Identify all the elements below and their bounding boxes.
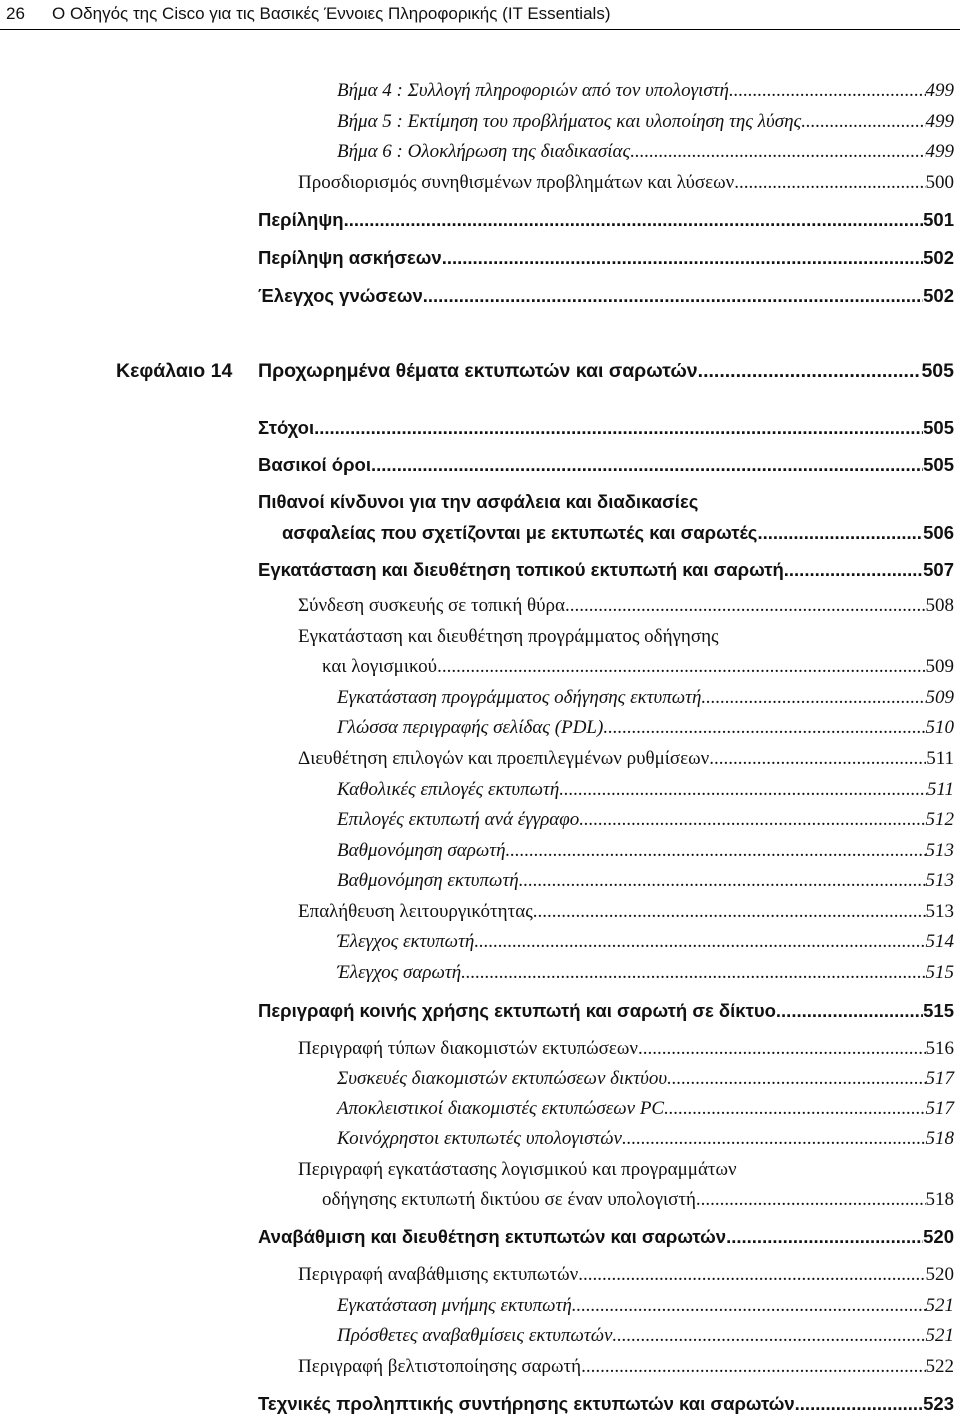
toc-leader — [314, 417, 923, 439]
toc-entry-page: 513 — [925, 840, 954, 861]
toc-leader — [638, 1038, 926, 1060]
toc-entry-page: 518 — [925, 1189, 954, 1210]
toc-entry[interactable] — [337, 717, 954, 739]
toc-entry-title: Πρόσθετες αναβαθμίσεις εκτυπωτών — [337, 1325, 613, 1346]
toc-entry[interactable] — [298, 748, 954, 770]
toc-entry[interactable] — [337, 1068, 954, 1090]
toc-entry[interactable] — [258, 1000, 954, 1022]
toc-entry[interactable] — [337, 1325, 954, 1347]
toc-leader — [474, 931, 925, 953]
toc-entry-title: Βασικοί όροι — [258, 454, 371, 475]
toc-entry-title: Βαθμονόμηση σαρωτή — [337, 840, 506, 861]
toc-leader — [578, 1264, 925, 1286]
toc-entry-title: Περίληψη ασκήσεων — [258, 247, 442, 268]
toc-entry[interactable] — [337, 1128, 954, 1150]
toc-leader — [757, 522, 923, 544]
toc-leader — [423, 285, 923, 307]
toc-entry[interactable] — [258, 559, 954, 581]
toc-leader — [519, 870, 926, 892]
toc-entry-page: 499 — [925, 111, 954, 132]
toc-entry-page: 502 — [923, 247, 954, 268]
toc-entry[interactable] — [322, 1189, 954, 1211]
toc-leader — [784, 559, 923, 581]
toc-leader — [565, 595, 926, 617]
toc-entry-page: 521 — [925, 1295, 954, 1316]
toc-entry-title: Εγκατάσταση προγράμματος οδήγησης εκτυπωτή — [337, 687, 702, 708]
toc-entry-title: Βήμα 4 : Συλλογή πληροφοριών από τον υπολογιστή — [337, 80, 729, 101]
toc-leader — [734, 172, 925, 194]
toc-entry-title: Επαλήθευση λειτουργικότητας — [298, 901, 533, 922]
toc-entry-page: 521 — [925, 1325, 954, 1346]
toc-entry[interactable] — [337, 687, 954, 709]
toc-entry-title: Αναβάθμιση και διευθέτηση εκτυπωτών και σαρωτών — [258, 1226, 727, 1247]
toc-entry-title-line1: Περιγραφή εγκατάστασης λογισμικού και προγραμμάτων — [298, 1159, 737, 1180]
toc-entry-page: 508 — [925, 595, 954, 616]
toc-entry-title-line2: οδήγησης εκτυπωτή δικτύου σε έναν υπολογιστή — [322, 1189, 696, 1210]
toc-entry-page: 509 — [925, 687, 954, 708]
toc-entry[interactable] — [337, 840, 954, 862]
toc-entry-page: 523 — [923, 1393, 954, 1414]
toc-entry-title: Βήμα 6 : Ολοκλήρωση της διαδικασίας — [337, 141, 631, 162]
toc-entry-page: 501 — [923, 209, 954, 230]
toc-entry-page: 522 — [925, 1356, 954, 1377]
toc-leader — [371, 454, 923, 476]
toc-entry-page: 505 — [923, 417, 954, 438]
toc-leader — [667, 1068, 925, 1090]
toc-entry[interactable] — [258, 247, 954, 269]
toc-entry-title-line2: και λογισμικού — [322, 656, 438, 677]
toc-entry-title: Στόχοι — [258, 417, 315, 438]
toc-entry-page: 502 — [923, 285, 954, 306]
toc-leader — [533, 901, 926, 923]
toc-entry[interactable] — [258, 454, 954, 476]
toc-entry-page: 507 — [923, 559, 954, 580]
toc-entry-title: Περιγραφή βελτιστοποίησης σαρωτή — [298, 1356, 582, 1377]
toc-entry-title: Βαθμονόμηση εκτυπωτή — [337, 870, 519, 891]
toc-entry-page: 505 — [923, 454, 954, 475]
header-rule — [0, 29, 960, 30]
toc-entry-title: Έλεγχος εκτυπωτή — [337, 931, 475, 952]
toc-entry-page: 500 — [925, 172, 954, 193]
toc-entry-title-line1: Πιθανοί κίνδυνοι για την ασφάλεια και διαδικασίες — [258, 491, 699, 512]
toc-entry-title: Επιλογές εκτυπωτή ανά έγγραφο — [337, 809, 580, 830]
toc-leader — [579, 809, 925, 831]
toc-entry-page: 517 — [925, 1068, 954, 1089]
toc-entry[interactable] — [258, 1226, 954, 1248]
toc-entry-page: 515 — [925, 962, 954, 983]
toc-entry-page: 515 — [923, 1000, 954, 1021]
toc-entry[interactable] — [337, 870, 954, 892]
toc-entry-page: 516 — [925, 1038, 954, 1059]
toc-leader — [437, 656, 925, 678]
toc-entry[interactable] — [337, 80, 954, 102]
toc-entry-title: Διευθέτηση επιλογών και προεπιλεγμένων ρυθμίσεων — [298, 748, 710, 769]
toc-entry[interactable] — [298, 901, 954, 923]
toc-entry-title-line2: ασφαλείας που σχετίζονται με εκτυπωτές και σαρωτές — [282, 522, 758, 543]
toc-entry[interactable] — [298, 1038, 954, 1060]
chapter-page: 505 — [921, 360, 954, 382]
chapter-title: Προχωρημένα θέματα εκτυπωτών και σαρωτών — [258, 360, 698, 382]
toc-entry-page: 513 — [925, 901, 954, 922]
toc-leader — [776, 1000, 923, 1022]
toc-entry-title: Βήμα 5 : Εκτίμηση του προβλήματος και υλοποίηση της λύσης — [337, 111, 802, 132]
toc-entry[interactable] — [258, 1393, 954, 1415]
toc-leader — [603, 717, 925, 739]
toc-leader — [630, 141, 925, 163]
toc-entry[interactable] — [282, 522, 954, 544]
toc-entry[interactable] — [337, 141, 954, 163]
toc-entry-title: Συσκευές διακομιστών εκτυπώσεων δικτύου — [337, 1068, 668, 1089]
toc-leader — [729, 80, 926, 102]
toc-entry-title: Προσδιορισμός συνηθισμένων προβλημάτων και λύσεων — [298, 172, 735, 193]
toc-entry[interactable] — [337, 779, 954, 801]
toc-entry[interactable] — [298, 172, 954, 194]
toc-entry-page: 511 — [926, 748, 954, 769]
toc-entry-page: 511 — [926, 779, 954, 800]
toc-leader — [696, 1189, 926, 1211]
toc-entry-page: 499 — [925, 80, 954, 101]
toc-entry-page: 518 — [925, 1128, 954, 1149]
toc-entry-page: 512 — [925, 809, 954, 830]
toc-entry-title: Σύνδεση συσκευής σε τοπική θύρα — [298, 595, 565, 616]
toc-entry[interactable] — [337, 1098, 954, 1120]
toc-entry-page: 514 — [925, 931, 954, 952]
toc-leader — [701, 687, 925, 709]
toc-leader — [698, 360, 922, 383]
toc-leader — [664, 1098, 925, 1120]
toc-entry-title: Έλεγχος γνώσεων — [258, 285, 423, 306]
toc-entry-page: 513 — [925, 870, 954, 891]
toc-leader — [559, 779, 927, 801]
toc-leader — [442, 247, 923, 269]
toc-leader — [506, 840, 926, 862]
toc-leader — [622, 1128, 926, 1150]
toc-entry-title: Κοινόχρηστοι εκτυπωτές υπολογιστών — [337, 1128, 622, 1149]
toc-entry[interactable] — [337, 962, 954, 984]
toc-entry[interactable] — [337, 809, 954, 831]
toc-entry[interactable] — [258, 285, 954, 307]
toc-entry-title: Καθολικές επιλογές εκτυπωτή — [337, 779, 560, 800]
toc-entry-page: 510 — [925, 717, 954, 738]
toc-entry[interactable] — [258, 417, 954, 439]
toc-entry-page: 517 — [925, 1098, 954, 1119]
toc-entry-title: Έλεγχος σαρωτή — [337, 962, 462, 983]
toc-entry-page: 509 — [925, 656, 954, 677]
chapter-label: Κεφάλαιο 14 — [116, 360, 233, 382]
toc-entry[interactable] — [337, 931, 954, 953]
toc-entry-page: 520 — [925, 1264, 954, 1285]
toc-leader — [801, 111, 925, 133]
book-title: Ο Οδηγός της Cisco για τις Βασικές Έννοιες Πληροφορικής (IT Essentials) — [52, 4, 611, 23]
toc-entry[interactable] — [298, 595, 954, 617]
toc-leader — [581, 1356, 925, 1378]
toc-leader — [572, 1295, 926, 1317]
toc-leader — [726, 1226, 923, 1248]
toc-entry-title: Εγκατάσταση μνήμης εκτυπωτή — [337, 1295, 572, 1316]
toc-entry[interactable] — [322, 656, 954, 678]
toc-entry[interactable] — [337, 111, 954, 133]
toc-leader — [795, 1393, 923, 1415]
page-number: 26 — [6, 4, 25, 23]
toc-leader — [709, 748, 926, 770]
toc-entry-title: Περιγραφή κοινής χρήσης εκτυπωτή και σαρωτή σε δίκτυο — [258, 1000, 776, 1021]
toc-leader — [461, 962, 925, 984]
toc-entry-title: Εγκατάσταση και διευθέτηση τοπικού εκτυπωτή και σαρωτή — [258, 559, 784, 580]
toc-entry[interactable] — [337, 1295, 954, 1317]
toc-entry[interactable] — [258, 209, 954, 231]
toc-entry[interactable] — [298, 1356, 954, 1378]
toc-leader — [344, 209, 924, 231]
toc-leader — [612, 1325, 925, 1347]
toc-entry-title: Περιγραφή αναβάθμισης εκτυπωτών — [298, 1264, 579, 1285]
toc-entry-page: 520 — [923, 1226, 954, 1247]
toc-entry-title: Τεχνικές προληπτικής συντήρησης εκτυπωτών και σαρωτών — [258, 1393, 795, 1414]
toc-entry-title: Περίληψη — [258, 209, 344, 230]
page-header — [0, 0, 960, 27]
chapter-heading[interactable] — [258, 360, 954, 383]
toc-entry[interactable] — [298, 1264, 954, 1286]
toc-entry-title: Γλώσσα περιγραφής σελίδας (PDL) — [337, 717, 604, 738]
toc-entry-page: 506 — [923, 522, 954, 543]
toc-entry-title: Αποκλειστικοί διακομιστές εκτυπώσεων PC — [337, 1098, 665, 1119]
toc-entry-title: Περιγραφή τύπων διακομιστών εκτυπώσεων — [298, 1038, 638, 1059]
toc-entry-page: 499 — [925, 141, 954, 162]
toc-entry-title-line1: Εγκατάσταση και διευθέτηση προγράμματος οδήγησης — [298, 626, 719, 647]
